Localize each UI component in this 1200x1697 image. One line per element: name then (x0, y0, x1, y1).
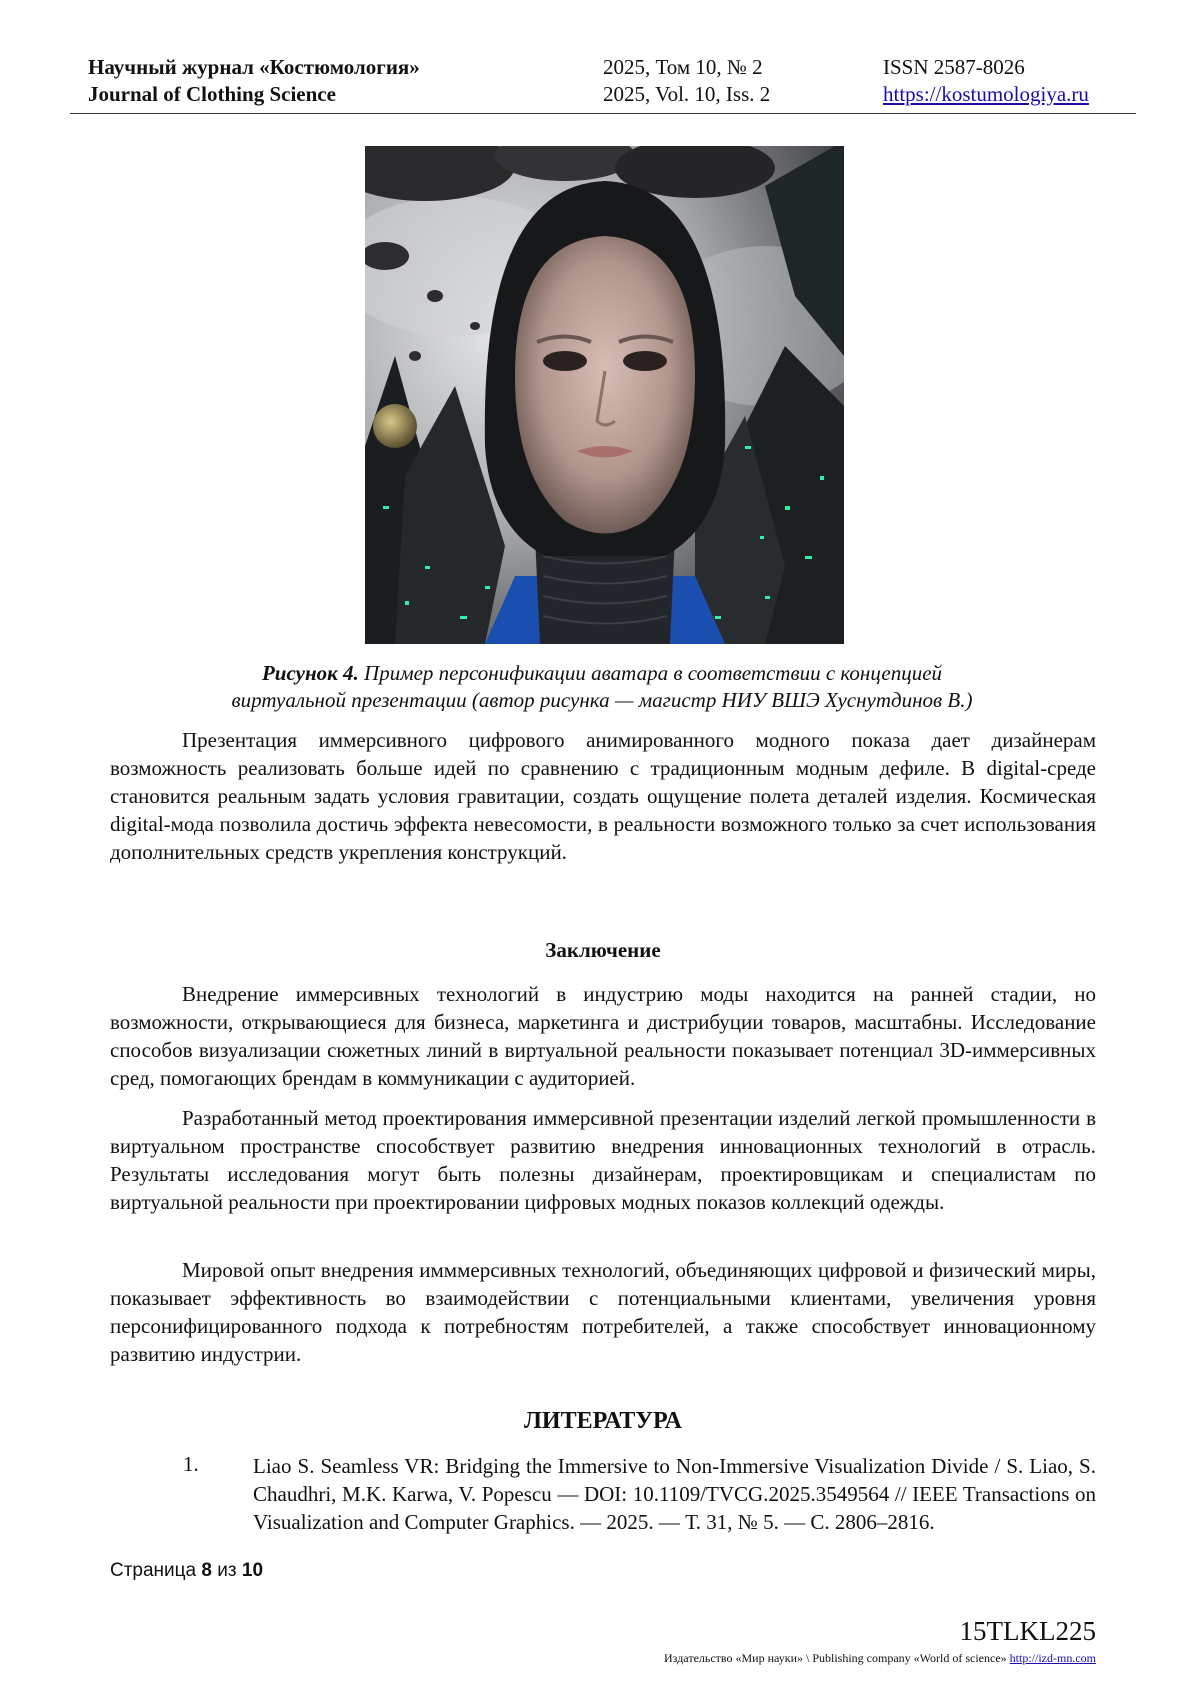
page-number (110, 1560, 263, 1582)
issue-info (603, 54, 770, 108)
journal-url-link[interactable]: https://kostumologiya.ru (883, 82, 1089, 106)
publisher-line (664, 1651, 1096, 1666)
publisher-link[interactable]: http://izd-mn.com (1009, 1651, 1096, 1665)
reference-number: 1. (183, 1452, 199, 1476)
page-total: 10 (241, 1560, 264, 1581)
issue-ru: 2025, Том 10, № 2 (603, 55, 763, 79)
journal-title-ru: Научный журнал «Костюмология» (88, 55, 420, 79)
figure-caption (110, 660, 1094, 714)
caption-line1: Пример персонификации аватара в соответствии с концепцией (364, 661, 943, 685)
reference-text: Liao S. Seamless VR: Bridging the Immersive to Non-Immersive Visualization Divide / S. Liao, S. Chaudhri, M.K. Karwa, V. Popescu — DOI: 10.1109/TVCG.2025.3549564 // IEEE Transactions on Visualization and Computer Graphics. — 2025. — Т. 31, № 5. — С. 2806–2816. (253, 1454, 1096, 1534)
references-heading: ЛИТЕРАТУРА (524, 1408, 682, 1434)
header-divider (70, 113, 1136, 114)
page-header (88, 54, 1120, 112)
conclusion-paragraph-2: Разработанный метод проектирования иммерсивной презентации изделий легкой промышленности в виртуальном пространстве способствует развитию внедрения инновационных технологий в отрасль. Результаты исследования могут быть полезны дизайнерам, проектировщикам и специалистам по виртуальной реальности при проектировании цифровых модных показов коллекций одежды. (110, 1106, 1096, 1214)
page-prefix: Страница (110, 1560, 197, 1581)
issn-block (883, 54, 1089, 108)
page-current: 8 (201, 1560, 212, 1581)
avatar-figure-image (365, 146, 844, 644)
caption-line2: виртуальной презентации (автор рисунка — магистр НИУ ВШЭ Хуснутдинов В.) (231, 688, 973, 712)
body-paragraph: Презентация иммерсивного цифрового анимированного модного показа дает дизайнерам возможность реализовать больше идей по сравнению с традиционным модным дефиле. В digital-среде становится реальным задать условия гравитации, создать ощущение полета деталей изделия. Космическая digital-мода позволила достичь эффекта невесомости, в реальности возможного только за счет использования дополнительных средств укрепления конструкций. (110, 728, 1096, 864)
caption-label: Рисунок 4. (261, 661, 359, 685)
issn: ISSN 2587-8026 (883, 55, 1025, 79)
conclusion-heading: Заключение (545, 938, 661, 962)
article-code: 15TLKL225 (959, 1616, 1096, 1646)
journal-title (88, 54, 420, 108)
publisher-text: Издательство «Мир науки» \ Publishing company «World of science» (664, 1651, 1007, 1665)
page-of: из (217, 1560, 237, 1581)
issue-en: 2025, Vol. 10, Iss. 2 (603, 82, 771, 106)
journal-title-en: Journal of Clothing Science (88, 82, 336, 106)
conclusion-paragraph-1: Внедрение иммерсивных технологий в индустрию моды находится на ранней стадии, но возможности, открывающиеся для бизнеса, маркетинга и дистрибуции товаров, масштабны. Исследование способов визуализации сюжетных линий в виртуальной реальности показывает потенциал 3D-иммерсивных сред, помогающих брендам в коммуникации с аудиторией. (110, 982, 1096, 1090)
conclusion-paragraph-3: Мировой опыт внедрения имммерсивных технологий, объединяющих цифровой и физический миры, показывает эффективность во взаимодействии с потенциальными клиентами, увеличения уровня персонифицированного подхода к потребностям потребителей, а также способствует инновационному развитию индустрии. (110, 1258, 1096, 1366)
